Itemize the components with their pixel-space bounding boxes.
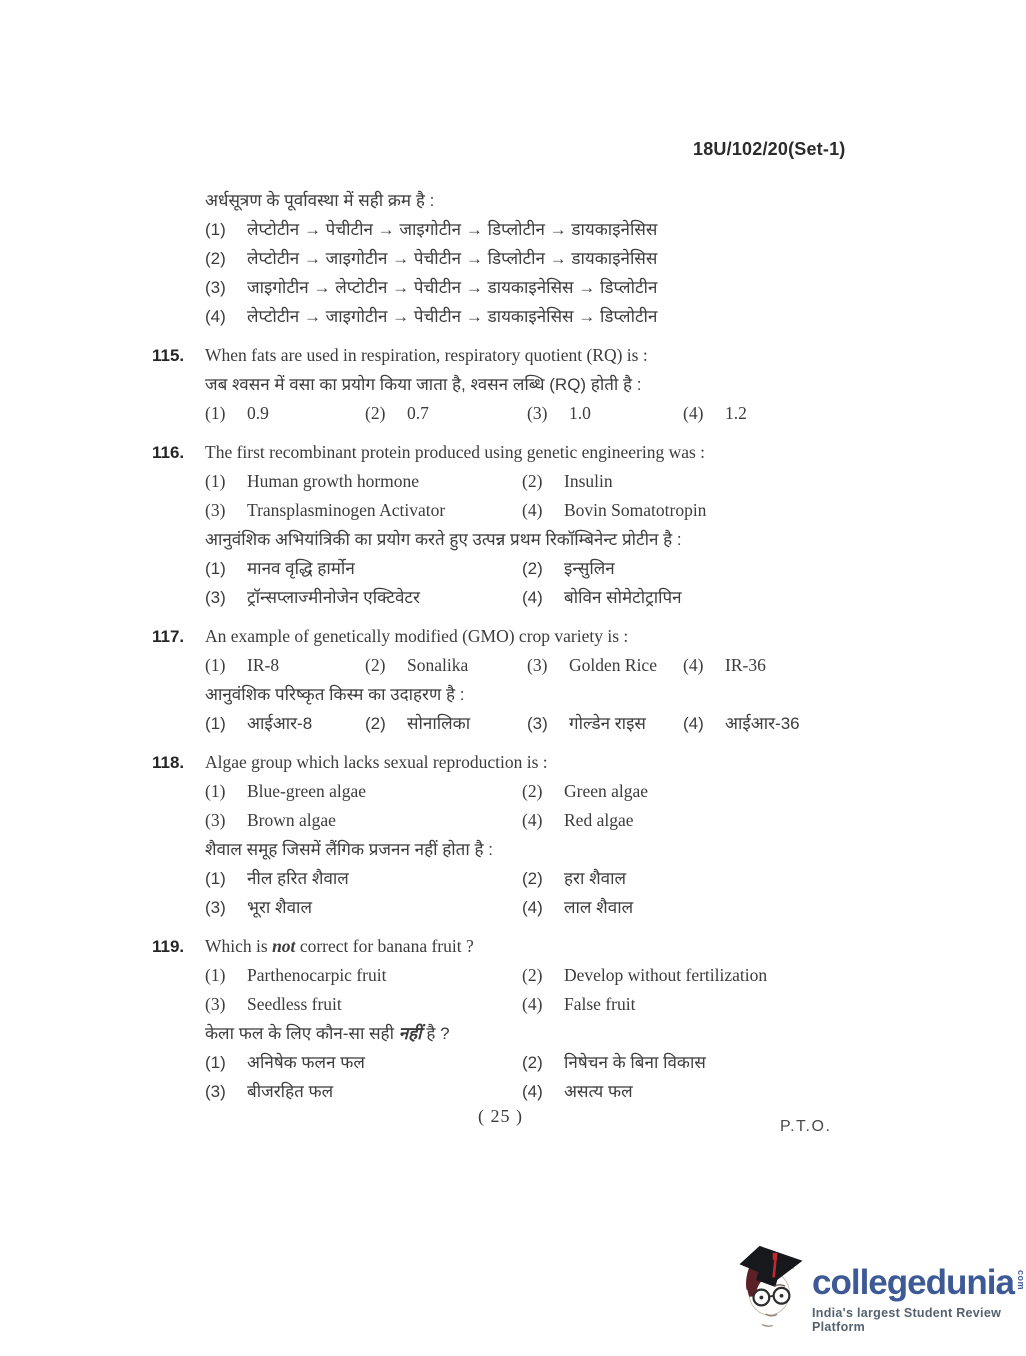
option-text: गोल्डेन राइस: [569, 714, 646, 733]
option: [522, 554, 864, 583]
option-text: Bovin Somatotropin: [564, 500, 707, 520]
option: [205, 554, 522, 583]
option-text: आईआर-36: [725, 714, 800, 733]
option: [527, 709, 683, 738]
option: [205, 273, 864, 302]
option: [683, 709, 864, 738]
option-text: False fruit: [564, 994, 636, 1014]
option: [522, 1077, 864, 1106]
option-number: (1): [205, 471, 226, 491]
logo-text: [812, 1263, 1026, 1334]
option: [365, 709, 527, 738]
option-number: (1): [205, 965, 226, 985]
questions-area: [152, 186, 864, 1106]
option-number: (1): [205, 559, 226, 578]
collegedunia-logo: [736, 1244, 1026, 1334]
option: [205, 864, 522, 893]
option: [522, 467, 864, 496]
stem-text: केला फल के लिए कौन-सा सही: [205, 1024, 399, 1043]
option-text: मानव वृद्धि हार्मोन: [247, 559, 355, 578]
option-text: आईआर-8: [247, 714, 313, 733]
options-row: [205, 893, 864, 922]
option-number: (4): [683, 655, 704, 675]
option-number: (4): [522, 898, 543, 917]
option: [527, 651, 683, 680]
option-text: सोनालिका: [407, 714, 471, 733]
option: [522, 864, 864, 893]
options-row: [205, 990, 864, 1019]
question-118: [152, 748, 864, 922]
question-116: [152, 438, 864, 612]
option-number: (1): [205, 403, 226, 423]
stem-text: correct for banana fruit ?: [295, 936, 474, 956]
question-119: [152, 932, 864, 1106]
option: [522, 777, 864, 806]
options-row: [205, 399, 864, 428]
option: [205, 1048, 522, 1077]
option-number: (4): [522, 994, 543, 1014]
option-text: जाइगोटीन → लेप्टोटीन → पेचीटीन → डायकाइनेसिस → डिप्लोटीन: [247, 278, 658, 297]
options-row: [205, 806, 864, 835]
option-number: (2): [365, 403, 386, 423]
option-number: (1): [205, 220, 226, 239]
options-row: [205, 583, 864, 612]
option: [683, 399, 864, 428]
options-row: [205, 1048, 864, 1077]
option-text: 1.2: [725, 403, 747, 423]
option-number: (2): [365, 655, 386, 675]
option: [205, 806, 522, 835]
option-text: ट्रॉन्सप्लाज्मीनोजेन एक्टिवेटर: [247, 588, 420, 607]
option-number: (1): [205, 869, 226, 888]
stem-emphasis: नहीं: [398, 1024, 422, 1043]
option-number: (3): [205, 588, 226, 607]
option-text: IR-36: [725, 655, 766, 675]
stem-emphasis: not: [272, 936, 296, 956]
option-number: (1): [205, 781, 226, 801]
option-text: Golden Rice: [569, 655, 657, 675]
option-text: Human growth hormone: [247, 471, 420, 491]
option: [205, 1077, 522, 1106]
option: [205, 777, 522, 806]
question-number: 117.: [152, 627, 185, 646]
option-text: 1.0: [569, 403, 591, 423]
option-text: हरा शैवाल: [564, 869, 627, 888]
option: [205, 893, 522, 922]
option-text: IR-8: [247, 655, 280, 675]
option-text: Develop without fertilization: [564, 965, 768, 985]
option-text: Red algae: [564, 810, 634, 830]
option-text: Green algae: [564, 781, 649, 801]
options-row: [205, 864, 864, 893]
question-stem-en: The first recombinant protein produced using genetic engineering was :: [205, 442, 706, 462]
brand-tagline: India's largest Student Review Platform: [812, 1306, 1002, 1334]
option: [205, 302, 864, 331]
question-stem-en: [205, 932, 864, 961]
carryover-question: [152, 186, 864, 331]
option: [365, 651, 527, 680]
question-stem-hi: अर्धसूत्रण के पूर्वावस्था में सही क्रम है :: [205, 191, 435, 210]
option-number: (3): [205, 278, 226, 297]
option: [522, 961, 864, 990]
option-text: लेप्टोटीन → जाइगोटीन → पेचीटीन → डायकाइनेसिस → डिप्लोटीन: [247, 307, 658, 326]
option-number: (2): [522, 1053, 543, 1072]
option-number: (3): [205, 810, 226, 830]
option-number: (1): [205, 714, 226, 733]
option-number: (3): [205, 994, 226, 1014]
question-115: [152, 341, 864, 428]
option: [205, 990, 522, 1019]
options-row: [205, 961, 864, 990]
options-row: [205, 1077, 864, 1106]
question-stem-en: When fats are used in respiration, respiratory quotient (RQ) is :: [205, 345, 648, 365]
page-number: ( 25 ): [478, 1106, 523, 1126]
option: [365, 399, 527, 428]
option-text: Seedless fruit: [247, 994, 342, 1014]
option-number: (3): [205, 1082, 226, 1101]
option: [205, 583, 522, 612]
option-number: (3): [527, 655, 548, 675]
question-stem-hi: शैवाल समूह जिसमें लैंगिक प्रजनन नहीं होता है :: [205, 840, 493, 859]
option-number: (2): [522, 965, 543, 985]
option-text: 0.9: [247, 403, 269, 423]
options-row: [205, 554, 864, 583]
option: [205, 215, 864, 244]
question-stem-hi: आनुवंशिक अभियांत्रिकी का प्रयोग करते हुए उत्पन्न प्रथम रिकॉम्बिनेन्ट प्रोटीन है :: [205, 530, 682, 549]
option: [522, 1048, 864, 1077]
option-number: (2): [522, 869, 543, 888]
option-text: Blue-green algae: [247, 781, 367, 801]
option: [205, 467, 522, 496]
options-row: [205, 709, 864, 738]
options-row: [205, 777, 864, 806]
option: [205, 709, 365, 738]
option: [683, 651, 864, 680]
option-number: (1): [205, 655, 226, 675]
option: [205, 496, 522, 525]
option-number: (2): [205, 249, 226, 268]
option-number: (3): [527, 403, 548, 423]
stem-text: है ?: [421, 1024, 450, 1043]
option: [205, 399, 365, 428]
option-text: Parthenocarpic fruit: [247, 965, 387, 985]
option-number: (4): [522, 1082, 543, 1101]
option: [522, 893, 864, 922]
option-text: अनिषेक फलन फल: [247, 1053, 365, 1072]
stem-text: Which is: [205, 936, 273, 956]
option-number: (3): [527, 714, 548, 733]
option-text: Insulin: [564, 471, 613, 491]
question-number: 119.: [152, 937, 185, 956]
mascot-icon: [736, 1244, 806, 1330]
question-stem-en: An example of genetically modified (GMO) crop variety is :: [205, 626, 629, 646]
option: [205, 961, 522, 990]
option-number: (2): [365, 714, 386, 733]
question-number: 118.: [152, 753, 185, 772]
option-number: (4): [205, 307, 226, 326]
options-row: [205, 496, 864, 525]
option-number: (3): [205, 500, 226, 520]
option: [205, 244, 864, 273]
option: [522, 496, 864, 525]
paper-code: 18U/102/20(Set-1): [693, 139, 846, 159]
option-number: (2): [522, 559, 543, 578]
option-text: 0.7: [407, 403, 429, 423]
brand-tld: com: [1015, 1270, 1026, 1291]
option-text: लेप्टोटीन → पेचीटीन → जाइगोटीन → डिप्लोटीन → डायकाइनेसिस: [247, 220, 658, 239]
option-text: असत्य फल: [564, 1082, 633, 1101]
options-row: [205, 467, 864, 496]
option-number: (2): [522, 471, 543, 491]
option-text: लाल शैवाल: [564, 898, 634, 917]
question-number: 116.: [152, 443, 185, 462]
options-row: [205, 651, 864, 680]
option-number: (1): [205, 1053, 226, 1072]
option: [522, 990, 864, 1019]
option-text: बीजरहित फल: [247, 1082, 334, 1101]
option: [205, 651, 365, 680]
option-number: (4): [683, 403, 704, 423]
option-text: Transplasminogen Activator: [247, 500, 446, 520]
pto-label: P.T.O.: [780, 1118, 832, 1135]
option-text: लेप्टोटीन → जाइगोटीन → पेचीटीन → डिप्लोटीन → डायकाइनेसिस: [247, 249, 658, 268]
question-stem-hi: जब श्वसन में वसा का प्रयोग किया जाता है, श्वसन लब्धि (RQ) होती है :: [205, 375, 642, 394]
option: [522, 806, 864, 835]
option-number: (4): [522, 810, 543, 830]
option-number: (4): [522, 588, 543, 607]
option-text: Brown algae: [247, 810, 336, 830]
option-number: (4): [522, 500, 543, 520]
option-number: (2): [522, 781, 543, 801]
option-text: निषेचन के बिना विकास: [564, 1053, 706, 1072]
question-stem-en: Algae group which lacks sexual reproduction is :: [205, 752, 548, 772]
question-stem-hi: आनुवंशिक परिष्कृत किस्म का उदाहरण है :: [205, 685, 465, 704]
option-text: इन्सुलिन: [564, 559, 615, 578]
option-number: (3): [205, 898, 226, 917]
option-text: नील हरित शैवाल: [247, 869, 349, 888]
option-text: बोविन सोमेटोट्रापिन: [564, 588, 682, 607]
option: [527, 399, 683, 428]
question-number: 115.: [152, 346, 185, 365]
option-text: Sonalika: [407, 655, 469, 675]
question-stem-hi: [205, 1019, 864, 1048]
question-117: [152, 622, 864, 738]
option-text: भूरा शैवाल: [247, 898, 312, 917]
brand-name: collegedunia: [812, 1263, 1014, 1302]
option-number: (4): [683, 714, 704, 733]
option: [522, 583, 864, 612]
